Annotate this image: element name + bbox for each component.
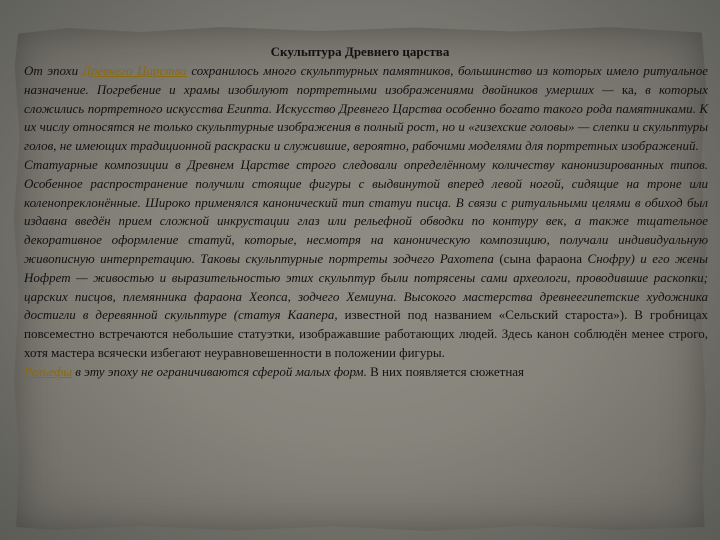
text-segment: Статуарные композиции в Древнем Царстве строго следовали определённому количеству канонизированных типов. Особенное распространение получили стоящие фигуры с выдвинутой вперед левой ногой, сидящие на троне или коленопреклонённые. Широко применялся канонический тип статуи писца. В связи с ритуальными целями в обиход был издавна введён прием сложной инкрустации глаз или рельефной обводки по контуру век, а также тщательное декоративное оформление статуй, которые, несмотря на каноническую композицию, получали индивидуальную живописную интерпретацию. Таковы скульптурные портреты зодчего Рахотепа	[24, 156, 708, 266]
text-segment: в эту эпоху не ограничиваются сферой малых форм.	[71, 363, 367, 379]
text-segment: ) и его жены Нофрет — живостью и выразительностью этих скульптур были потрясены сами археологи, проводившие раскопки; царских писцов, племянника фараона Хеопса, зодчего Хемиуна. Высокого мастерства древнеегипетские художника достигли в деревянной скульптуре (статуя Каапера	[24, 250, 708, 323]
text-segment-ka: ка	[621, 81, 634, 97]
text-segment: От эпохи	[24, 63, 83, 78]
paragraph-1	[24, 62, 708, 156]
text-segment: В них появляется сюжетная	[366, 363, 525, 379]
document-body	[24, 62, 708, 382]
text-segment: , в которых сложились портретного искусства Египта. Искусство Древнего Царства особенно богато такого рода памятниками. К их числу относятся не только скульптурные изображения в полный рост, но и «гизехские головы» — слепки и скульптуры голов, не имеющих традиционной раскраски и служившие, вероятно, рабочими моделями для портретных изображений.	[24, 81, 708, 154]
paragraph-3	[24, 363, 708, 382]
page-title: Скульптура Древнего царства	[270, 44, 450, 59]
paragraph-2	[24, 156, 708, 363]
text-segment: , известной под названием «Сельский староста»). В гробницах повсеместно встречаются небольшие статуэтки, изображавшие работающих людей. Здесь канон соблюдён менее строго, хотя мастера всячески избегают неуравновешенности в положении фигуры.	[24, 307, 708, 360]
text-segment: сохранилось много скульптурных памятников, большинство из которых имело ритуальное назначение. Погребение и храмы изобилуют портретными изображениями двойников умерших —	[24, 63, 708, 97]
link-old-kingdom[interactable]: Древнего Царства	[82, 63, 187, 78]
text-segment: (сына фараона	[493, 250, 588, 266]
text-segment: Снофру	[587, 250, 631, 266]
link-reliefs[interactable]: Рельефы	[24, 363, 72, 379]
